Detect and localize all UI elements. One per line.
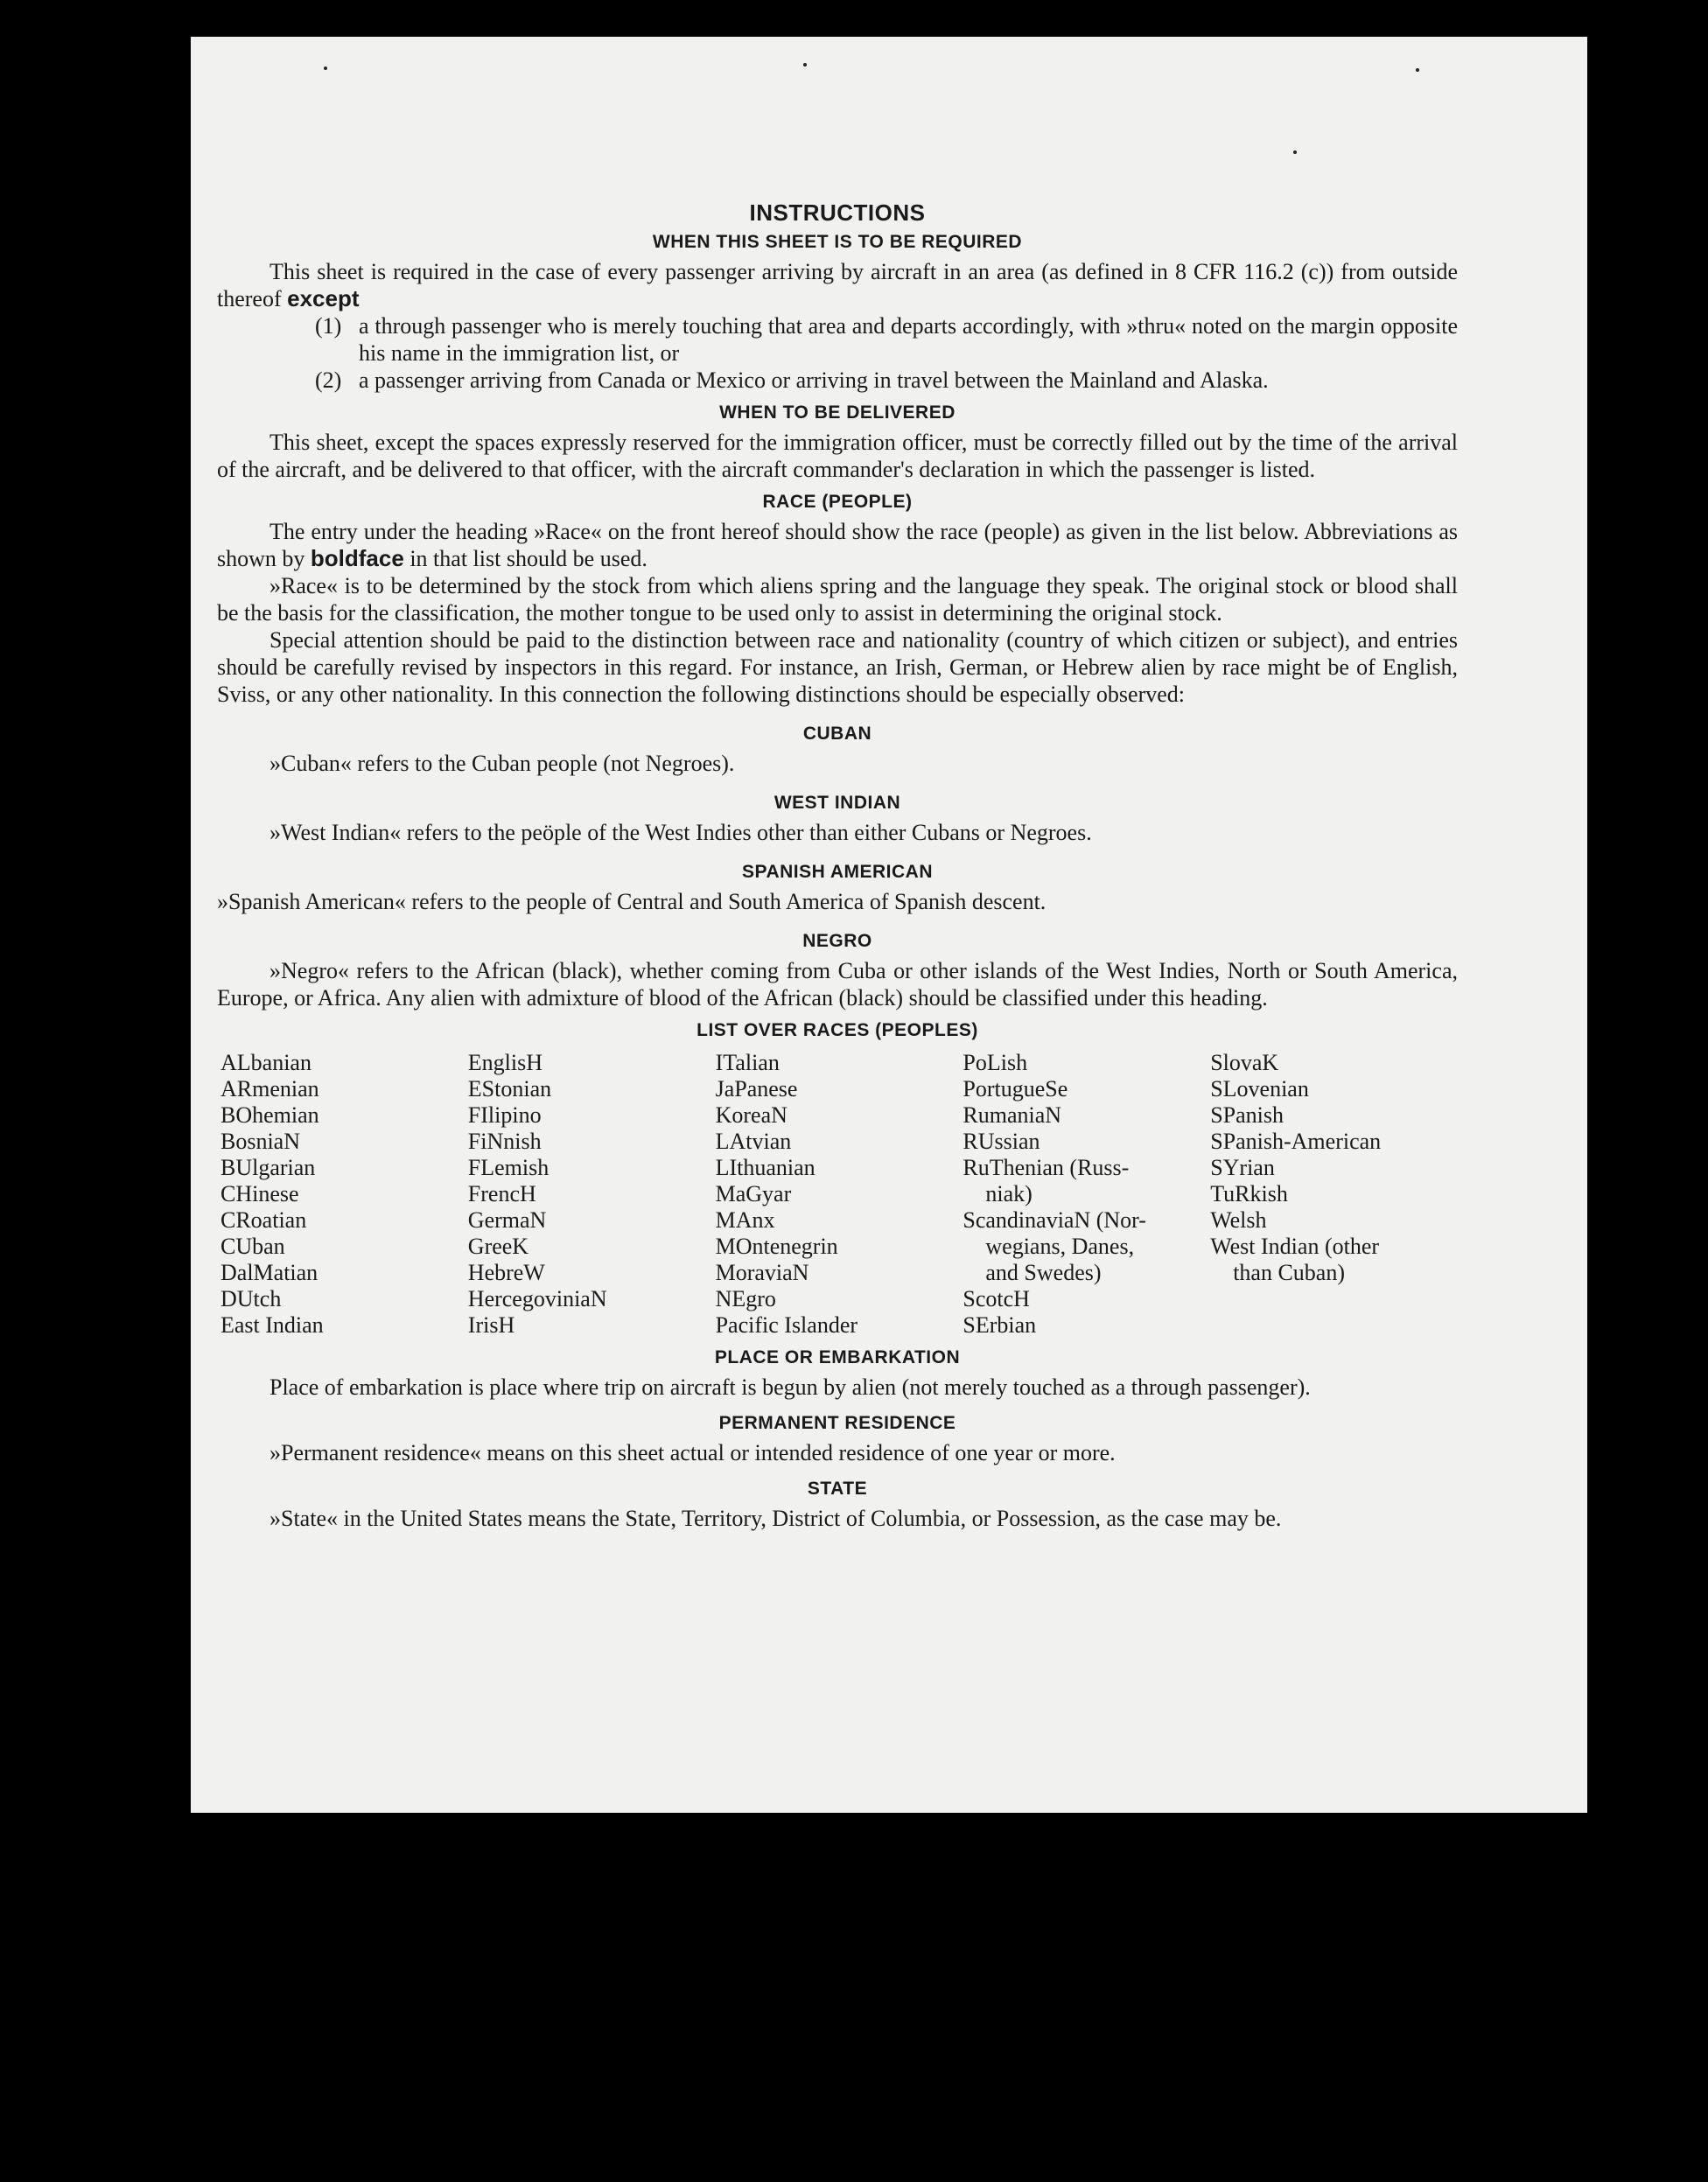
section-heading: WEST INDIAN	[774, 793, 901, 813]
race-item: SErbian	[962, 1312, 1037, 1338]
race-item: SYrian	[1210, 1155, 1275, 1180]
race-item: CRoatian	[220, 1207, 307, 1233]
paragraph: »Cuban« refers to the Cuban people (not Negroes).	[270, 751, 735, 776]
paragraph: This sheet is required in the case of every passenger arriving by aircraft in an area (as defined in 8 CFR 116.2 (c)) from outside thereof except	[217, 259, 1458, 311]
race-item: IrisH	[467, 1312, 515, 1338]
race-item: GreeK	[467, 1234, 529, 1259]
paragraph: »Permanent residence« means on this sheet actual or intended residence of one year or more.	[270, 1440, 1116, 1465]
race-item: HebreW	[467, 1260, 545, 1285]
race-item: PortugueSe	[962, 1076, 1068, 1101]
race-item: wegians, Danes,	[985, 1234, 1135, 1259]
scan-speck	[803, 63, 807, 66]
race-item: BOhemian	[220, 1102, 319, 1128]
race-item: LIthuanian	[715, 1155, 816, 1180]
race-item: PoLish	[962, 1050, 1028, 1075]
section-heading: WHEN THIS SHEET IS TO BE REQUIRED	[652, 232, 1023, 252]
paragraph: »West Indian« refers to the peöple of the West Indies other than either Cubans or Negroes.	[270, 820, 1092, 845]
paragraph: »Negro« refers to the African (black), whether coming from Cuba or other islands of the West Indies, North or South America, Europe, or Africa. Any alien with admixture of blood of the African (black) should be classified under this heading.	[217, 958, 1458, 1011]
race-item: SLovenian	[1210, 1076, 1309, 1101]
section-heading: PLACE OR EMBARKATION	[714, 1347, 961, 1367]
race-item: East Indian	[220, 1312, 324, 1338]
races-column	[962, 1050, 1210, 1339]
paragraph: The entry under the heading »Race« on the front hereof should show the race (people) as given in the list below. Abbreviations as shown by boldface in that list should be used.	[217, 519, 1458, 571]
race-item: MoraviaN	[715, 1260, 809, 1285]
races-column	[1210, 1050, 1458, 1339]
paragraph: This sheet, except the spaces expressly reserved for the immigration officer, must be correctly filled out by the time of the arrival of the aircraft, and be delivered to that officer, with the aircraft commander's declaration in which the passenger is listed.	[217, 430, 1458, 482]
race-item: EStonian	[467, 1076, 552, 1101]
races-column	[468, 1050, 716, 1339]
list-item: (2) a passenger arriving from Canada or Mexico or arriving in travel between the Mainland and Alaska.	[315, 367, 1269, 393]
race-item: RumaniaN	[962, 1102, 1062, 1128]
races-column	[220, 1050, 468, 1339]
race-item: MAnx	[715, 1207, 775, 1233]
race-item: CHinese	[220, 1181, 299, 1206]
scan-speck	[1293, 150, 1297, 154]
race-item: LAtvian	[715, 1129, 792, 1154]
race-item: FiNnish	[467, 1129, 542, 1154]
race-item: HercegoviniaN	[467, 1286, 607, 1311]
paragraph: Place of embarkation is place where trip on aircraft is begun by alien (not merely touched as a through passenger).	[270, 1374, 1311, 1400]
races-column	[716, 1050, 963, 1339]
race-item: JaPanese	[715, 1076, 798, 1101]
race-item: DUtch	[220, 1286, 282, 1311]
page-title: INSTRUCTIONS	[749, 199, 926, 226]
paragraph: »State« in the United States means the State, Territory, District of Columbia, or Possession, as the case may be.	[270, 1506, 1282, 1531]
race-item: BUlgarian	[220, 1155, 316, 1180]
race-item: ScotcH	[962, 1286, 1030, 1311]
section-heading: SPANISH AMERICAN	[741, 862, 933, 882]
race-item: RUssian	[962, 1129, 1040, 1154]
race-item: FLemish	[467, 1155, 550, 1180]
race-item: MaGyar	[715, 1181, 792, 1206]
race-item: NEgro	[715, 1286, 776, 1311]
race-item: GermaN	[467, 1207, 547, 1233]
race-item: ITalian	[715, 1050, 780, 1075]
scan-speck	[1416, 68, 1419, 72]
race-item: Welsh	[1210, 1207, 1267, 1233]
race-item: BosniaN	[220, 1129, 300, 1154]
race-item: SPanish-American	[1210, 1129, 1382, 1154]
scan-speck	[324, 66, 327, 70]
race-item: niak)	[985, 1181, 1032, 1206]
document-page	[191, 37, 1587, 1813]
race-item: KoreaN	[715, 1102, 788, 1128]
race-item: SlovaK	[1210, 1050, 1279, 1075]
race-item: and Swedes)	[985, 1260, 1102, 1285]
race-item: ALbanian	[220, 1050, 312, 1075]
race-item: EnglisH	[467, 1050, 543, 1075]
section-heading: CUBAN	[802, 724, 872, 744]
race-item: FIlipino	[467, 1102, 542, 1128]
section-heading: LIST OVER RACES (PEOPLES)	[696, 1020, 978, 1040]
section-heading: PERMANENT RESIDENCE	[718, 1413, 956, 1433]
race-item: West Indian (other	[1210, 1234, 1380, 1259]
paragraph: Special attention should be paid to the distinction between race and nationality (country of which citizen or subject), and entries should be carefully revised by inspectors in this regard. For instance, an Irish, German, or Hebrew alien by race might be of English, Sviss, or any other nationality. In this connection the following distinctions should be especially observed:	[217, 627, 1458, 707]
race-item: TuRkish	[1210, 1181, 1288, 1206]
race-item: CUban	[220, 1234, 285, 1259]
races-list	[220, 1050, 1458, 1339]
race-item: ARmenian	[220, 1076, 319, 1101]
section-heading: NEGRO	[802, 931, 872, 951]
race-item: MOntenegrin	[715, 1234, 838, 1259]
paragraph: »Spanish American« refers to the people of Central and South America of Spanish descent.	[217, 889, 1046, 914]
section-heading: WHEN TO BE DELIVERED	[719, 402, 956, 423]
race-item: than Cuban)	[1233, 1260, 1345, 1285]
paragraph: »Race« is to be determined by the stock from which aliens spring and the language they speak. The original stock or blood shall be the basis for the classification, the mother tongue to be used only to assist in determining the original stock.	[217, 573, 1458, 626]
race-item: DalMatian	[220, 1260, 318, 1285]
race-item: FrencH	[467, 1181, 536, 1206]
section-heading: RACE (PEOPLE)	[762, 492, 913, 512]
race-item: Pacific Islander	[715, 1312, 858, 1338]
race-item: SPanish	[1210, 1102, 1284, 1128]
race-item: ScandinaviaN (Nor-	[962, 1207, 1146, 1233]
race-item: RuThenian (Russ-	[962, 1155, 1130, 1180]
section-heading: STATE	[807, 1479, 868, 1499]
list-item: (1) a through passenger who is merely touching that area and departs accordingly, with »thru« noted on the margin opposite his name in the immigration list, or	[315, 313, 1458, 366]
